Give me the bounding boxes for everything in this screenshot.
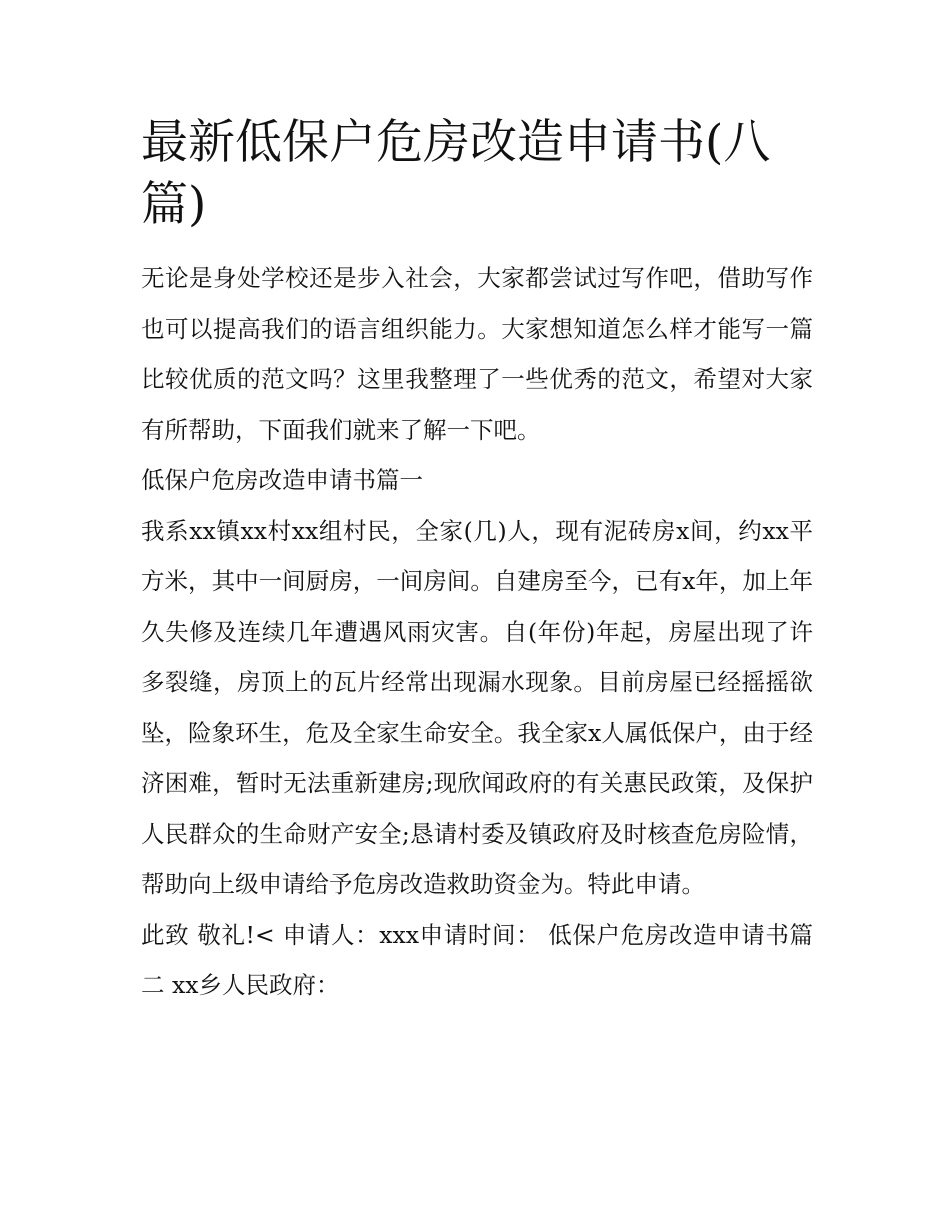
document-title: 最新低保户危房改造申请书(八篇) <box>141 115 771 232</box>
intro-paragraph: 无论是身处学校还是步入社会，大家都尝试过写作吧，借助写作也可以提高我们的语言组织能力。大家想知道怎么样才能写一篇比较优质的范文吗？这里我整理了一些优秀的范文，希望对大家有所帮助，下面我们就来了解一下吧。 <box>141 264 813 444</box>
body-paragraph-1: 我系xx镇xx村xx组村民，全家(几)人，现有泥砖房x间，约xx平方米，其中一间厨房，一间房间。自建房至今，已有x年，加上年久失修及连续几年遭遇风雨灾害。自(年份)年起，房屋出现了许多裂缝，房顶上的瓦片经常出现漏水现象。目前房屋已经摇摇欲坠，险象环生，危及全家生命安全。我全家x人属低保户，由于经济困难，暂时无法重新建房;现欣闻政府的有关惠民政策，及保护人民群众的生命财产安全;恳请村委及镇政府及时核查危房险情，帮助向上级申请给予危房改造救助资金为。特此申请。 <box>141 516 813 898</box>
body-paragraph-2: 此致 敬礼!< 申请人：xxx申请时间： 低保户危房改造申请书篇二 xx乡人民政府： <box>141 920 813 999</box>
document-page <box>141 112 813 1011</box>
section-heading-1: 低保户危房改造申请书篇一 <box>141 466 423 494</box>
